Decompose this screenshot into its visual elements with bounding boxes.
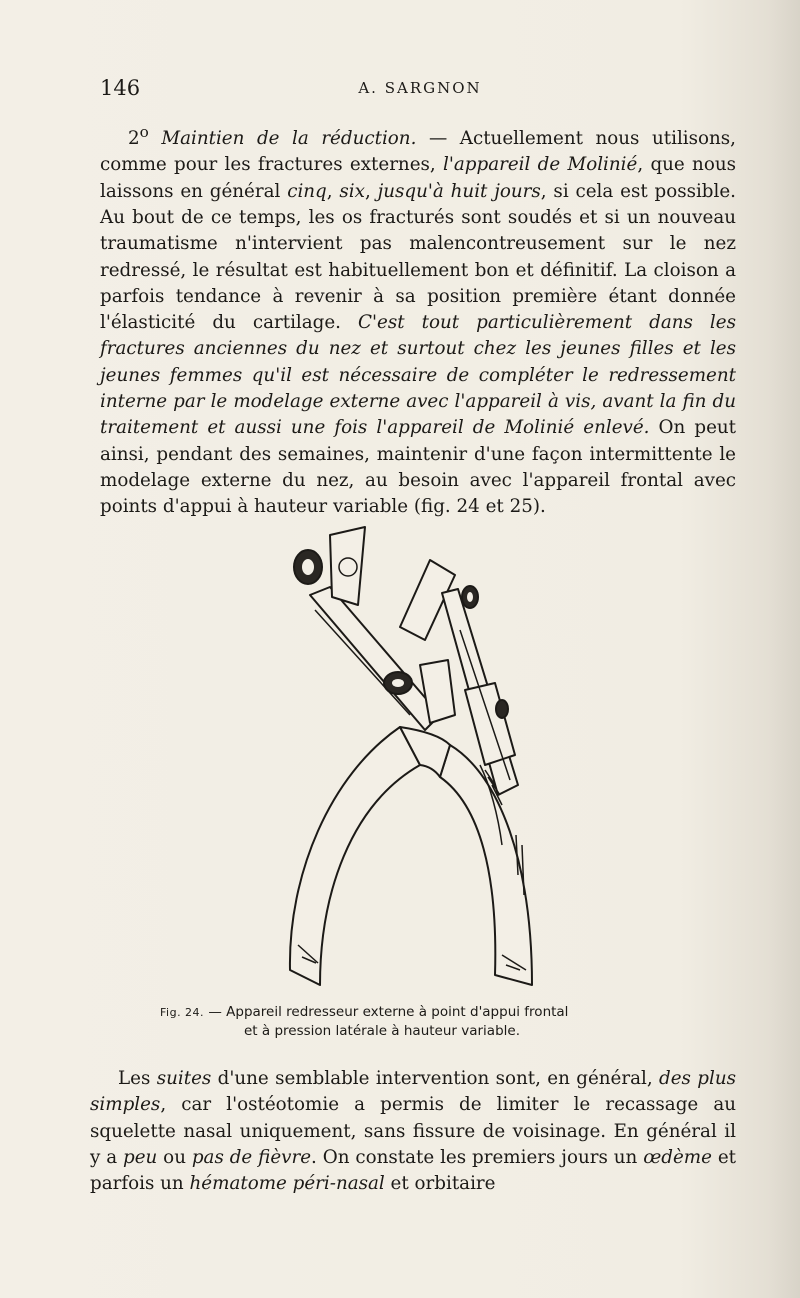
band-left-arm <box>290 727 420 985</box>
text-run: et parfois un <box>90 1146 737 1195</box>
text-run: pas de fièvre <box>191 1146 312 1168</box>
text-run <box>149 128 162 149</box>
running-head: A. SARGNON <box>358 79 482 97</box>
figure-24 <box>270 515 560 995</box>
figure-label: Fig. 24. <box>160 1006 205 1019</box>
text-run: , <box>364 180 378 202</box>
page-header <box>100 76 740 104</box>
frontal-plate <box>330 527 365 605</box>
text-run: d'une semblable intervention sont, en général, <box>211 1068 660 1089</box>
text-run: hématome péri-nasal <box>189 1173 385 1195</box>
figure-caption <box>160 1003 680 1040</box>
text-run: œdème <box>643 1146 712 1168</box>
paragraph-body <box>90 1066 736 1197</box>
text-run: peu <box>123 1146 158 1168</box>
text-run: l'appareil de Molinié <box>443 154 638 176</box>
text-run: — Actuellement nous utilisons, comme pour les fractures externes, <box>100 128 736 176</box>
caption-line-2: et à pression latérale à hauteur variable. <box>244 1023 520 1039</box>
text-run: o <box>139 123 149 141</box>
text-run: six <box>339 180 365 202</box>
paragraph-maintien <box>100 119 736 521</box>
text-run: ou <box>157 1146 192 1168</box>
text-run: C'est tout particulièrement dans les fractures anciennes du nez et surtout chez les jeunes filles et les jeunes femmes qu'il est nécessaire de compléter le redressement interne par le modelage externe avec l'appareil à vis, avant la fin du traitement et aussi une fois l'appareil de Molinié enlevé. <box>100 312 736 439</box>
text-run: cinq <box>287 180 327 202</box>
nasal-splint-illustration <box>270 515 560 995</box>
text-run: , que nous laissons en général <box>100 154 736 202</box>
text-run: , <box>326 180 340 202</box>
text-run: jusqu'à huit jours <box>377 180 541 202</box>
text-run: On peut ainsi, pendant des semaines, maintenir d'une façon intermittente le modelage externe du nez, au besoin avec l'appareil frontal avec points d'appui à hauteur variable (fig. 24 et 25). <box>100 417 737 518</box>
text-run: suites <box>156 1068 212 1089</box>
text-run: 2 <box>128 128 140 150</box>
text-run: des plus simples <box>90 1068 737 1116</box>
paragraph-body <box>100 119 736 521</box>
text-run: Les <box>118 1068 157 1089</box>
text-run: et orbitaire <box>384 1173 496 1195</box>
caption-line-1: — Appareil redresseur externe à point d'appui frontal <box>204 1004 569 1020</box>
text-run: , si cela est possible. Au bout de ce temps, les os fracturés sont soudés et si un nouveau traumatisme n'intervient pas malencontreusement sur le nez redressé, le résultat est habituellement bon et définitif. La cloison a parfois tendance à revenir à sa position première étant donnée l'élasticité du cartilage. <box>100 180 736 334</box>
page-number: 146 <box>100 76 141 100</box>
screw-lateral <box>496 700 508 718</box>
text-run: , car l'ostéotomie a permis de limiter le recassage au squelette nasal uniquement, sans fissure de voisinage. En général il y a <box>90 1094 736 1168</box>
text-run: . On constate les premiers jours un <box>311 1146 644 1168</box>
paragraph-suites <box>90 1066 736 1197</box>
text-run: Maintien de la réduction. <box>161 128 417 150</box>
carrier-block <box>465 683 515 765</box>
